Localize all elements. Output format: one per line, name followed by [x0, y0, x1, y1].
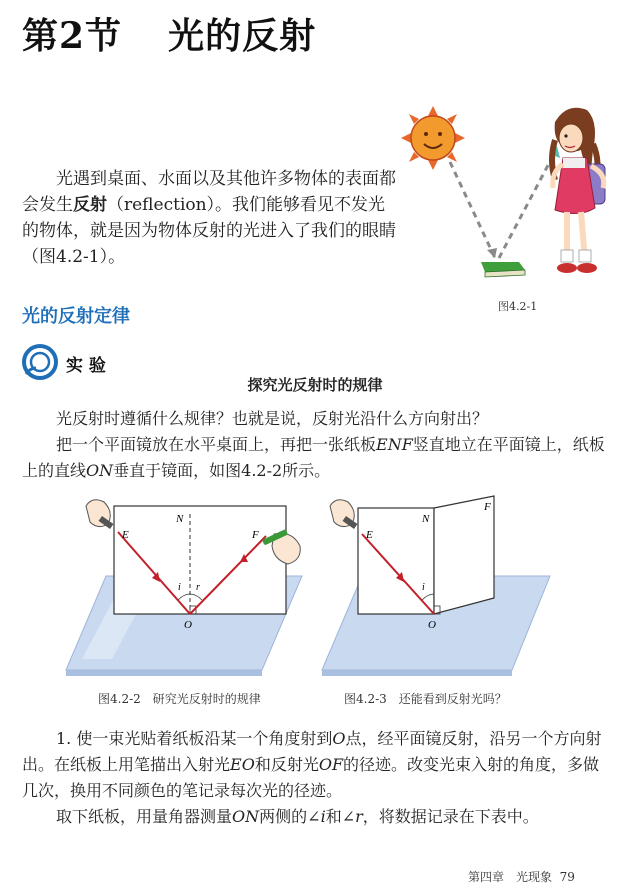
figure-4-2-2-caption: 图4.2-2 研究光反射时的规律: [98, 692, 261, 706]
step2-text-3: 和∠: [325, 807, 356, 826]
page-footer: [468, 868, 575, 885]
label-O: O: [184, 619, 192, 631]
page-title: [22, 8, 316, 59]
figure-4-2-1: [395, 100, 620, 295]
book-icon: [481, 262, 525, 277]
step1-text-3: 和反射光: [254, 755, 319, 774]
setup-line-label: ON: [86, 461, 114, 480]
intro-text-1: 光遇到桌面、水面以及其他许多物体的表面都会发生: [22, 169, 396, 215]
label-E: E: [366, 529, 373, 541]
paragraph-setup: [22, 432, 612, 484]
label-N: N: [422, 513, 430, 525]
step1-text-2: 点，经平面镜反射，沿另一个方向射出。在纸板上用笔描出入射光: [22, 729, 602, 774]
paragraph-step-2: [22, 804, 612, 830]
step2-text-1: 取下纸板，用量角器测量: [56, 807, 233, 826]
intro-term: 反射: [73, 195, 107, 215]
setup-text-1: 把一个平面镜放在水平桌面上，再把一张纸板: [56, 435, 377, 454]
girl-illustration: [552, 108, 605, 273]
label-E: E: [122, 529, 129, 541]
step1-ray-EO: EO: [230, 755, 255, 774]
label-N: N: [176, 513, 184, 525]
figure-4-2-3-caption: 图4.2-3 还能看到反射光吗？: [344, 692, 507, 706]
figure-4-2-3: [318, 494, 558, 680]
step2-angle-i: i: [320, 807, 326, 826]
step1-point-O: O: [332, 729, 346, 748]
intro-paragraph: [22, 166, 397, 270]
step1-text-4: 的径迹。改变光束入射的角度，多做几次，换用不同颜色的笔记录每次光的径迹。: [22, 755, 600, 800]
sun-icon: [401, 106, 465, 170]
label-F: F: [484, 501, 491, 513]
experiment-title: 探究光反射时的规律: [247, 376, 383, 394]
label-r: r: [196, 582, 200, 593]
hand-icon: [330, 500, 357, 529]
step2-angle-r: r: [355, 807, 363, 826]
footer-chapter: 第四章 光现象: [468, 870, 553, 884]
step1-ray-OF: OF: [318, 755, 344, 774]
hand-icon: [86, 500, 113, 529]
section-number: 第2节: [22, 15, 123, 57]
step2-text-4: ，将数据记录在下表中。: [362, 807, 539, 826]
label-O: O: [428, 619, 436, 631]
label-i: i: [422, 582, 425, 593]
section-heading: 光的反射定律: [22, 306, 130, 327]
paragraph-step-1: [22, 726, 612, 804]
setup-text-2: 竖直地立在平面镜上，纸板上的直线: [22, 435, 605, 480]
section-title: 光的反射: [168, 15, 317, 57]
paragraph-question: 光反射时遵循什么规律？也就是说，反射光沿什么方向射出？: [56, 409, 489, 428]
step1-text-1: 1. 使一束光贴着纸板沿某一个角度射到: [56, 729, 333, 748]
figure-4-2-1-caption: 图4.2-1: [498, 300, 538, 313]
setup-text-3: 垂直于镜面，如图4.2-2所示。: [113, 461, 331, 480]
label-i: i: [178, 582, 181, 593]
experiment-label: 实 验: [66, 356, 106, 376]
intro-text-2: （reflection）。我们能够看见不发光的物体，就是因为物体反射的光进入了我们的眼睛（图4.2-1）。: [22, 195, 396, 267]
step2-line-ON: ON: [232, 807, 260, 826]
label-F: F: [252, 529, 259, 541]
page-number: 79: [559, 870, 575, 884]
step2-text-2: 两侧的∠: [259, 807, 321, 826]
paper-board-right: [434, 496, 494, 614]
setup-board-label: ENF: [376, 435, 413, 454]
figure-4-2-2: [62, 494, 312, 680]
